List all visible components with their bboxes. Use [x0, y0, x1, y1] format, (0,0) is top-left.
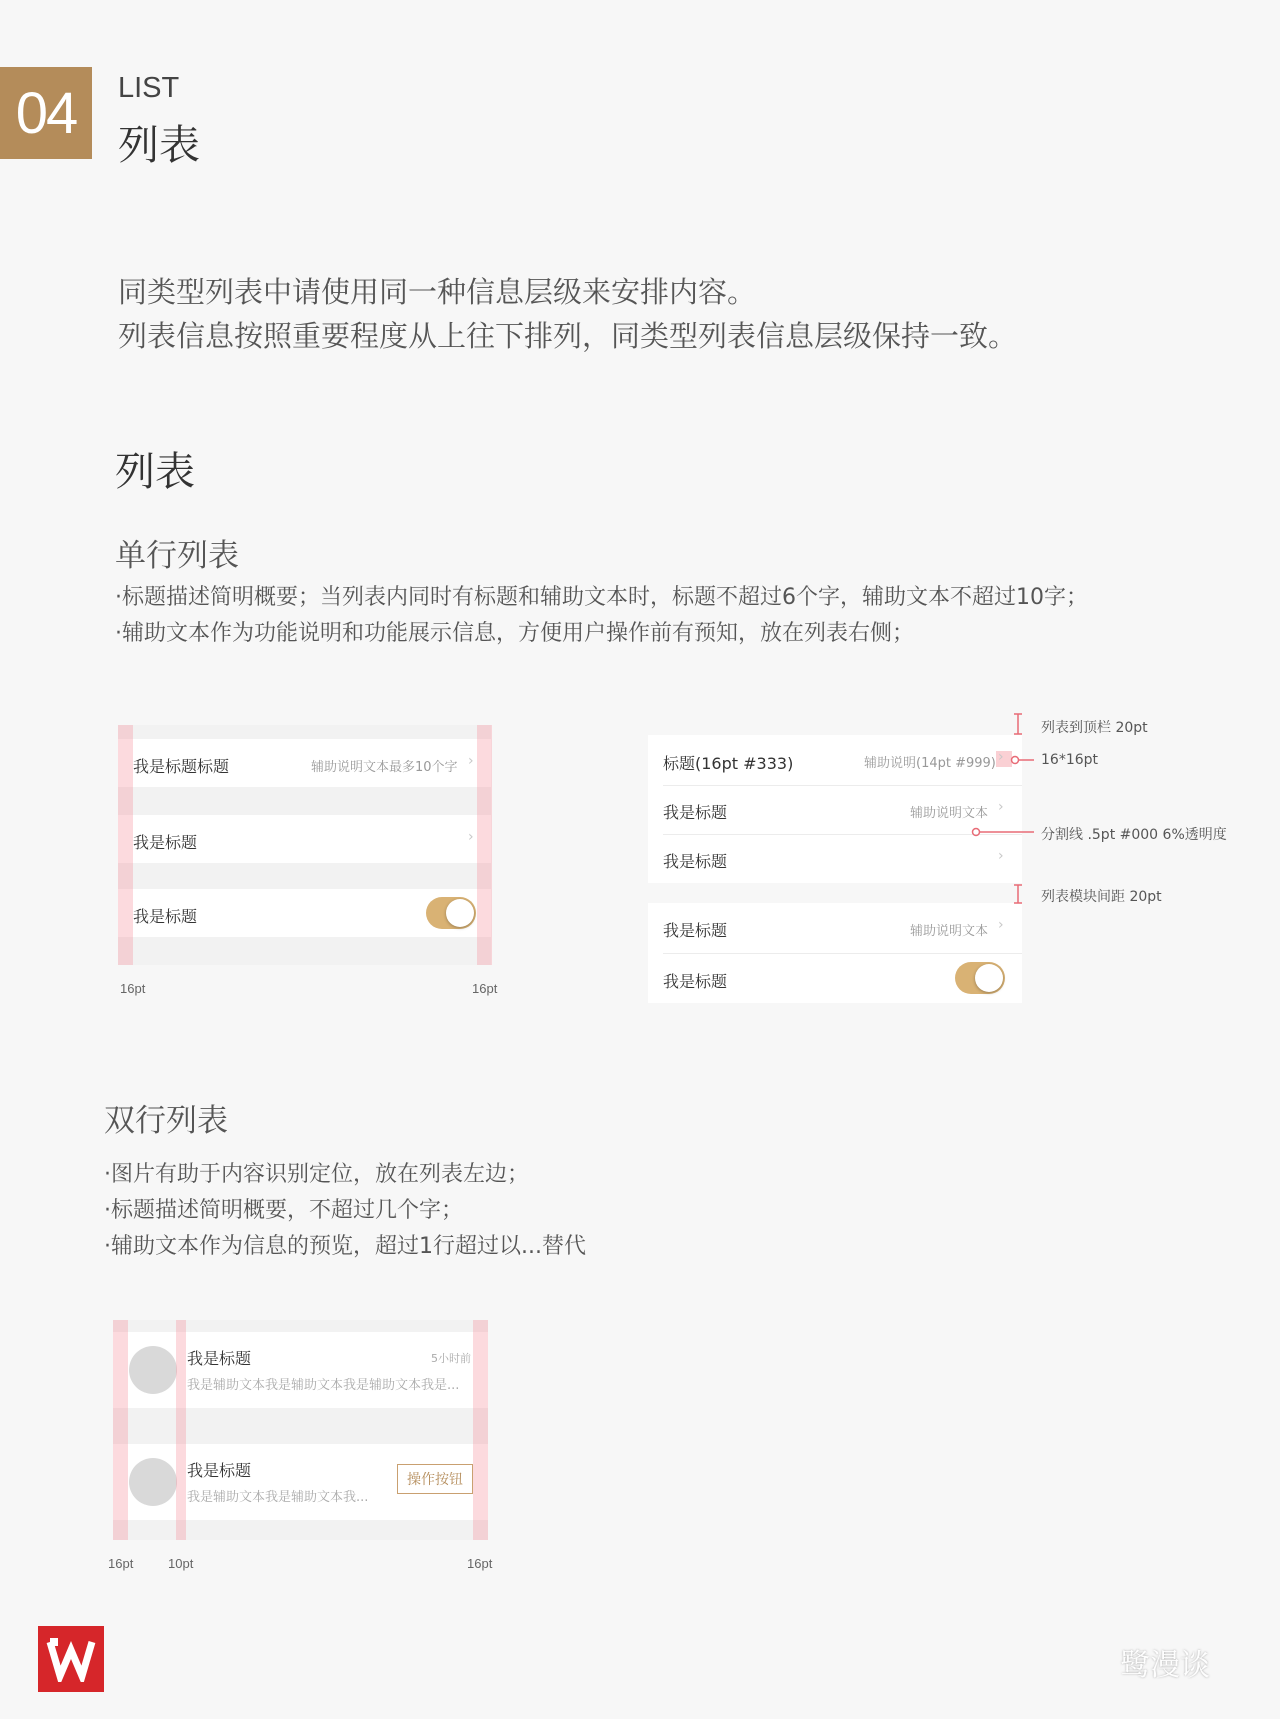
- margin-label-right: 16pt: [472, 981, 498, 996]
- avatar: [129, 1346, 177, 1394]
- action-button[interactable]: 操作按钮: [397, 1464, 473, 1494]
- list-item-aux: 辅助说明文本: [910, 806, 989, 821]
- list-item[interactable]: [118, 815, 491, 863]
- chevron-right-icon: ›: [998, 848, 1004, 864]
- margin-label-left: 16pt: [120, 981, 146, 996]
- list-item[interactable]: [113, 1332, 488, 1408]
- chevron-right-icon: ›: [998, 799, 1004, 815]
- margin-guide-right: [477, 725, 492, 965]
- list-item-subtitle: 我是辅助文本我是辅助文本我...: [187, 1490, 369, 1505]
- list-item: [118, 889, 491, 937]
- annotation-module-gap: 列表模块间距 20pt: [1041, 889, 1162, 905]
- double-list-heading: 双行列表: [104, 1103, 228, 1139]
- timestamp: 5小时前: [431, 1352, 471, 1365]
- chevron-right-icon: ›: [998, 749, 1004, 765]
- list-item: [648, 954, 1022, 1003]
- list-item-title: 我是标题: [663, 921, 728, 940]
- section-title: 列表: [115, 449, 195, 495]
- chevron-right-icon: ›: [998, 917, 1004, 933]
- list-item-title: 我是标题: [133, 833, 198, 852]
- list-item-title: 我是标题: [187, 1461, 252, 1480]
- chevron-right-icon: ›: [468, 829, 474, 845]
- list-item[interactable]: [113, 1444, 488, 1520]
- avatar-gap-guide: [176, 1320, 186, 1540]
- double-bullet-2: ·标题描述简明概要，不超过几个字；: [104, 1198, 463, 1223]
- list-item-aux: 辅助说明(14pt #999): [864, 756, 996, 771]
- list-item-title: 我是标题: [663, 852, 728, 871]
- margin-guide-left: [113, 1320, 128, 1540]
- list-item-title: 标题(16pt #333): [663, 754, 794, 773]
- double-label-right: 16pt: [467, 1556, 493, 1571]
- section-label-cn: 列表: [118, 121, 200, 169]
- margin-guide-right: [473, 1320, 488, 1540]
- double-label-left: 16pt: [108, 1556, 134, 1571]
- margin-guide-left: [118, 725, 133, 965]
- single-list-heading: 单行列表: [115, 538, 239, 574]
- list-item-title: 我是标题: [187, 1349, 252, 1368]
- annotation-divider: 分割线 .5pt #000 6%透明度: [1041, 827, 1227, 843]
- brand-logo: [38, 1626, 104, 1692]
- toggle-switch[interactable]: [955, 962, 1005, 994]
- list-item-title: 我是标题: [663, 803, 728, 822]
- chevron-right-icon: ›: [468, 753, 474, 769]
- watermark: 鹭漫谈: [1120, 1648, 1210, 1683]
- double-bullet-1: ·图片有助于内容识别定位，放在列表左边；: [104, 1162, 529, 1187]
- double-list-demo: [113, 1320, 488, 1540]
- list-item[interactable]: [118, 739, 491, 787]
- annotation-top-spacing: 列表到顶栏 20pt: [1041, 720, 1148, 736]
- list-item-aux: 辅助说明文本最多10个字: [311, 760, 458, 775]
- list-item-subtitle: 我是辅助文本我是辅助文本我是辅助文本我是...: [187, 1378, 460, 1393]
- annotation-markers: [960, 710, 1040, 910]
- double-label-gap: 10pt: [168, 1556, 194, 1571]
- annotation-icon-size: 16*16pt: [1041, 752, 1099, 768]
- toggle-switch[interactable]: [426, 897, 476, 929]
- single-bullet-2: ·辅助文本作为功能说明和功能展示信息，方便用户操作前有预知，放在列表右侧；: [115, 621, 914, 646]
- section-number-badge: 04: [0, 67, 92, 159]
- avatar: [129, 1458, 177, 1506]
- intro-line-1: 同类型列表中请使用同一种信息层级来安排内容。: [118, 275, 757, 309]
- list-item-title: 我是标题标题: [133, 757, 230, 776]
- single-bullet-1: ·标题描述简明概要；当列表内同时有标题和辅助文本时，标题不超过6个字，辅助文本不超过10字；: [115, 585, 1088, 610]
- section-label-en: LIST: [118, 72, 180, 104]
- list-item-aux: 辅助说明文本: [910, 924, 989, 939]
- double-bullet-3: ·辅助文本作为信息的预览，超过1行超过以...替代: [104, 1234, 586, 1259]
- list-item[interactable]: [648, 903, 1022, 953]
- single-list-demo-left: [118, 725, 491, 965]
- list-item-title: 我是标题: [663, 972, 728, 991]
- single-list-demo-right-group-2: [648, 903, 1022, 1003]
- list-item-title: 我是标题: [133, 907, 198, 926]
- intro-line-2: 列表信息按照重要程度从上往下排列，同类型列表信息层级保持一致。: [118, 319, 1018, 353]
